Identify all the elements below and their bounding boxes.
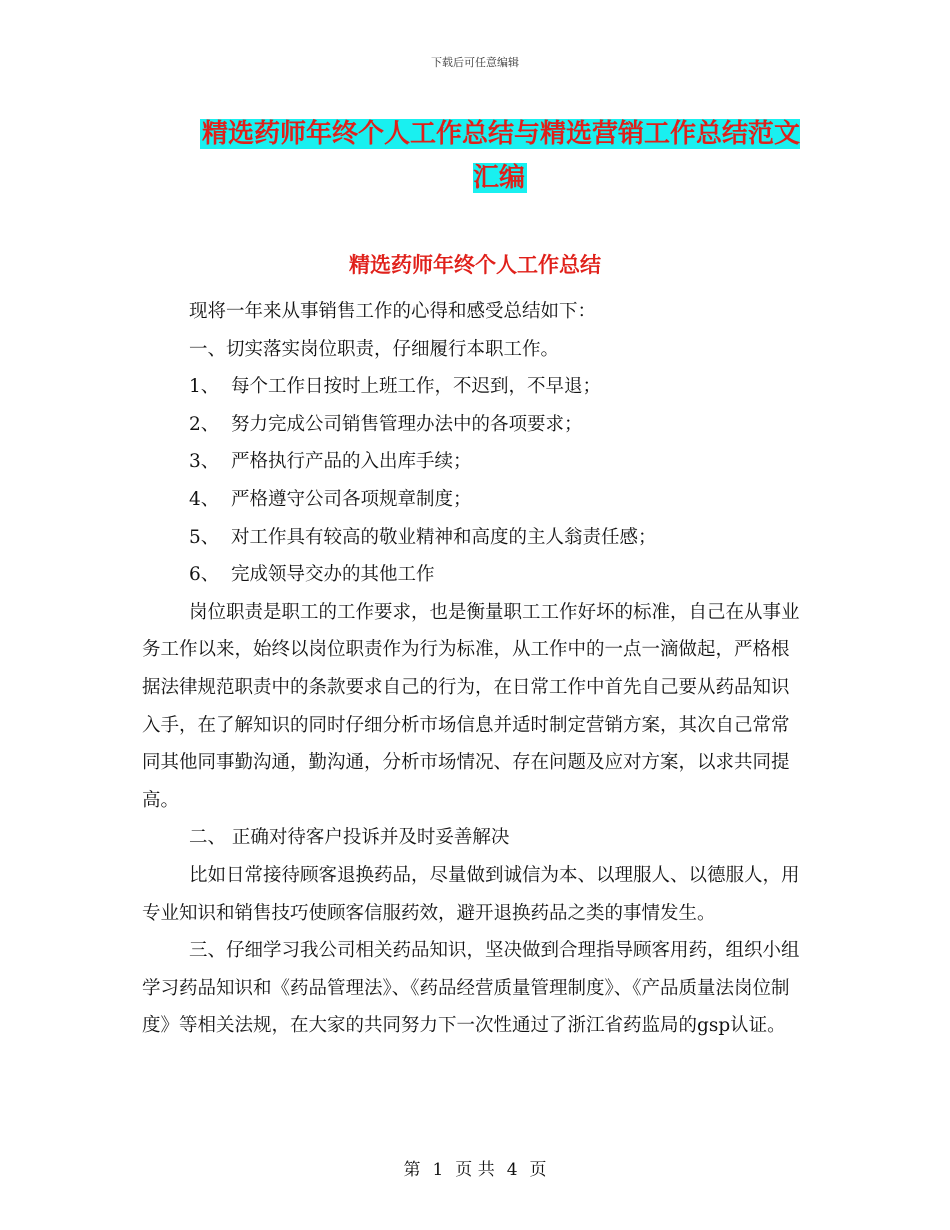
list-item [142,481,802,519]
list-item-number: 1、 [189,376,220,398]
list-item [142,406,802,444]
footer-middle: 页 共 [455,1160,495,1180]
document-title-text: 精选药师年终个人工作总结与精选营销工作总结范文汇编 [201,119,800,193]
list-item-text: 每个工作日按时上班工作，不迟到，不早退； [231,376,602,398]
document-title [190,112,810,200]
intro-paragraph: 现将一年来从事销售工作的心得和感受总结如下： [189,301,597,322]
list-item [142,368,802,406]
body-paragraph: 三、仔细学习我公司相关药品知识，坚决做到合理指导顾客用药，组织小组学习药品知识和《药品管理法》、《药品经营质量管理制度》、《产品质量法岗位制度》等相关法规，在大家的共同努力下一次性通过了浙江省药监局的gsp认证。 [142,940,800,1037]
section-title: 精选药师年终个人工作总结 [349,253,601,277]
complaint-heading: 二、 正确对待客户投诉并及时妥善解决 [189,827,510,849]
page-number: 1 [432,1160,444,1180]
header-note: 下载后可任意编辑 [431,56,519,69]
page-total: 4 [506,1160,518,1180]
list-item-number: 5、 [189,526,220,548]
list-item-number: 4、 [189,488,220,510]
footer-prefix: 第 [403,1160,421,1180]
body-paragraph: 岗位职责是职工的工作要求，也是衡量职工工作好坏的标准，自己在从事业务工作以来，始终以岗位职责作为行为标准，从工作中的一点一滴做起，严格根据法律规范职责中的条款要求自己的行为，在日常工作中首先自己要从药品知识入手，在了解知识的同时仔细分析市场信息并适时制定营销方案，其次自己常常同其他同事勤沟通，勤沟通，分析市场情况、存在问题及应对方案，以求共同提高。 [142,601,800,811]
list-item [142,556,802,594]
list-item [142,519,802,557]
duty-heading: 一、切实落实岗位职责，仔细履行本职工作。 [189,338,560,360]
list-item-text: 完成领导交办的其他工作 [231,564,435,586]
list-item-number: 2、 [189,413,220,435]
list-item-number: 3、 [189,451,220,473]
list-item-text: 严格遵守公司各项规章制度； [231,488,472,510]
list-item-text: 对工作具有较高的敬业精神和高度的主人翁责任感； [231,526,657,548]
list-item [142,443,802,481]
document-body [142,293,802,1045]
list-item-number: 6、 [189,564,220,586]
list-item-text: 努力完成公司销售管理办法中的各项要求； [231,413,583,435]
footer-suffix: 页 [529,1160,547,1180]
list-item-text: 严格执行产品的入出库手续； [231,451,472,473]
page-footer [0,1155,950,1180]
body-paragraph: 比如日常接待顾客退换药品，尽量做到诚信为本、以理服人、以德服人，用专业知识和销售技巧使顾客信服药效，避开退换药品之类的事情发生。 [142,864,800,924]
